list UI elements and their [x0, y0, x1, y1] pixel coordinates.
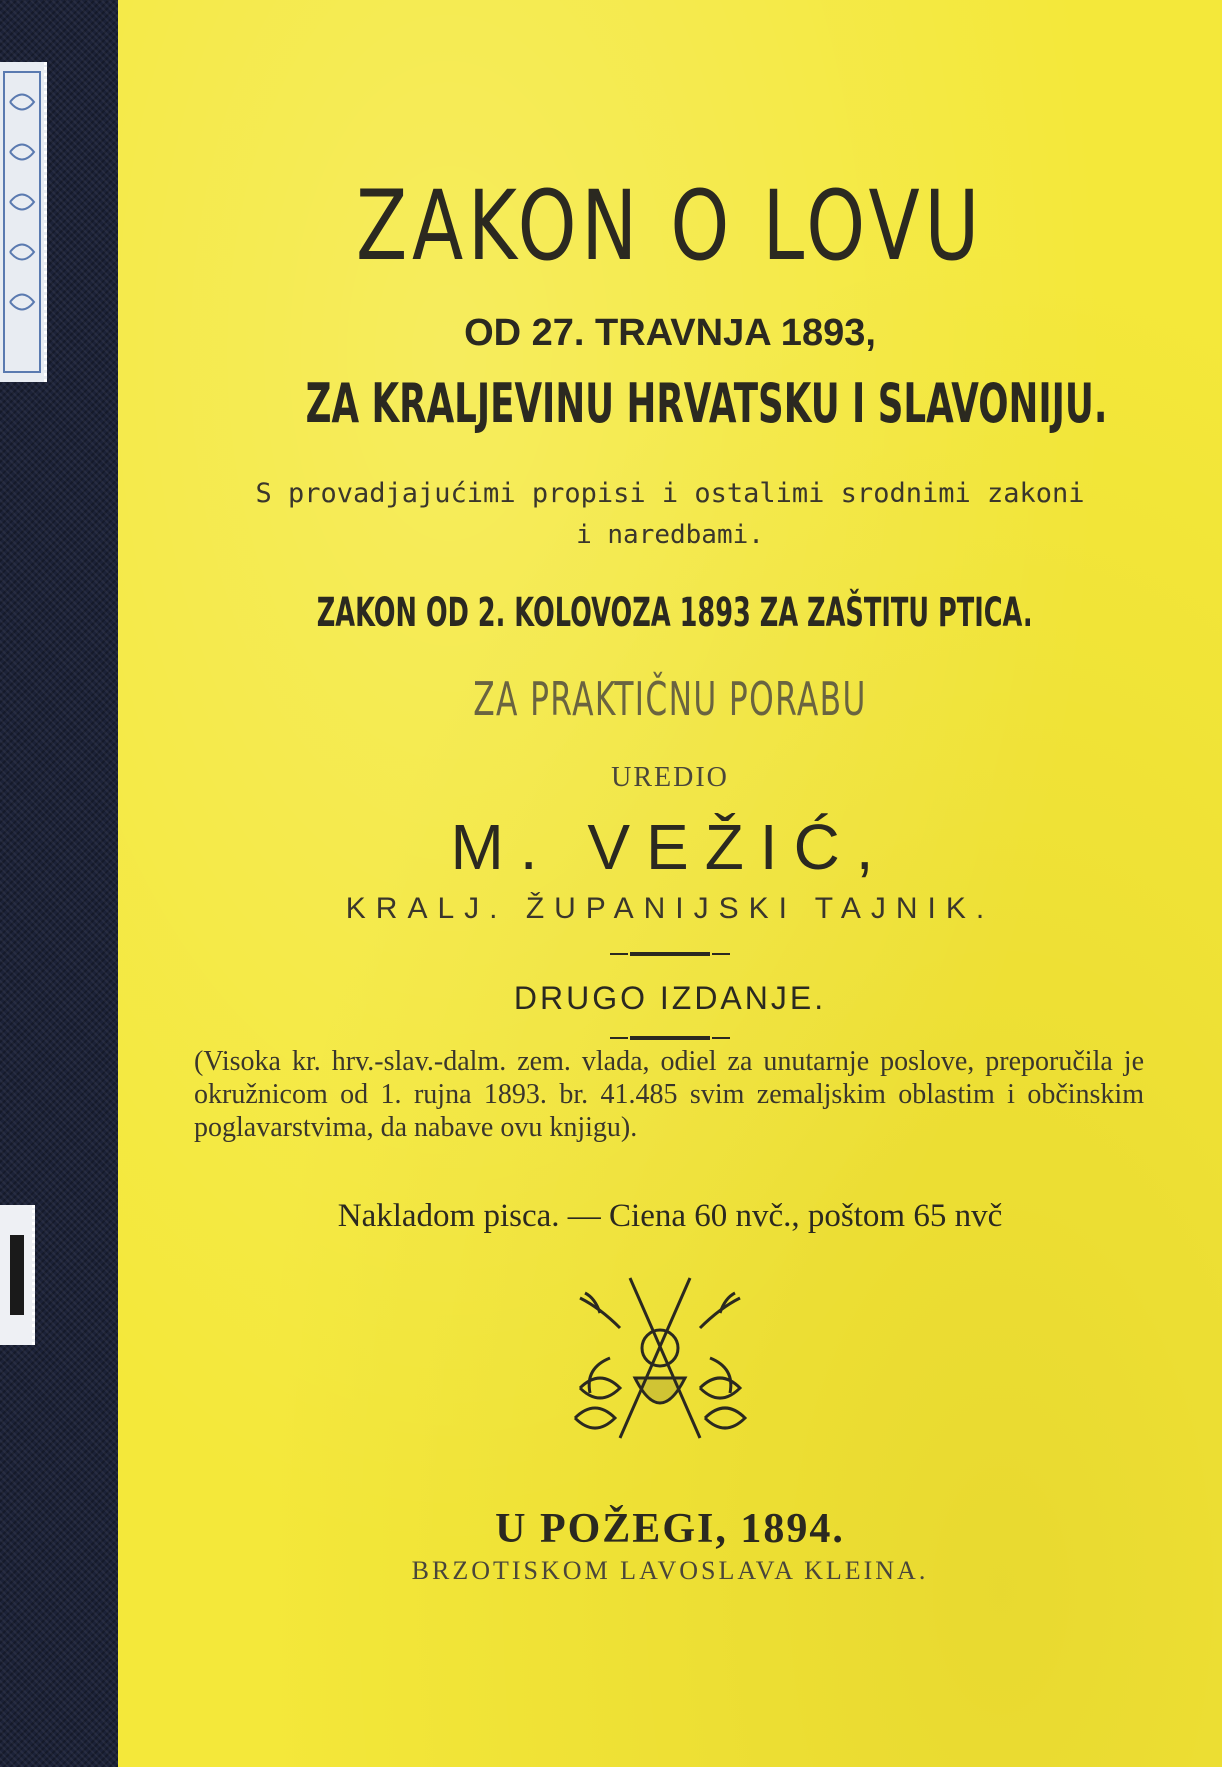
printer-line: BRZOTISKOM LAVOSLAVA KLEINA.: [411, 1556, 929, 1585]
book-title: ZAKON O LOVU: [356, 170, 984, 282]
divider-rule: [630, 952, 710, 956]
place-year: U POŽEGI, 1894.: [495, 1506, 845, 1552]
author-position: KRALJ. ŽUPANIJSKI TAJNIK.: [345, 892, 995, 925]
law-date: OD 27. TRAVNJA 1893,: [464, 312, 876, 354]
hunting-trophy-emblem-icon: [550, 1268, 770, 1448]
library-stamp-label: [0, 62, 47, 382]
author-name: M. VEŽIĆ,: [450, 811, 890, 883]
book-spine: [0, 0, 118, 1767]
practical-use-line: ZA PRAKTIČNU PORABU: [473, 672, 867, 726]
divider-rule: [630, 1036, 710, 1040]
edited-by-label: UREDIO: [611, 762, 729, 793]
book-cover: [118, 0, 1222, 1767]
shelf-label: [0, 1205, 35, 1345]
birds-law-line: ZAKON OD 2. KOLOVOZA 1893 ZA ZAŠTITU PTICA.: [316, 590, 1033, 636]
recommendation-note: (Visoka kr. hrv.-slav.-dalm. zem. vlada, odiel za unutarnje poslove, preporučila je okružnicom od 1. rujna 1893. br. 41.485 svim zemaljskim oblastim i občinskim poglavarstvima, da nabave ovu knjigu).: [194, 1046, 1144, 1143]
kingdom-line: ZA KRALJEVINU HRVATSKU I SLAVONIJU.: [305, 372, 1108, 435]
edition-label: DRUGO IZDANJE.: [513, 980, 827, 1016]
price-line: Nakladom pisca. — Ciena 60 nvč., poštom 65 nvč: [337, 1198, 1003, 1234]
subtitle-line-1: S provadjajućimi propisi i ostalimi srodnimi zakoni: [255, 478, 1085, 509]
subtitle-line-2: i naredbami.: [576, 520, 764, 550]
